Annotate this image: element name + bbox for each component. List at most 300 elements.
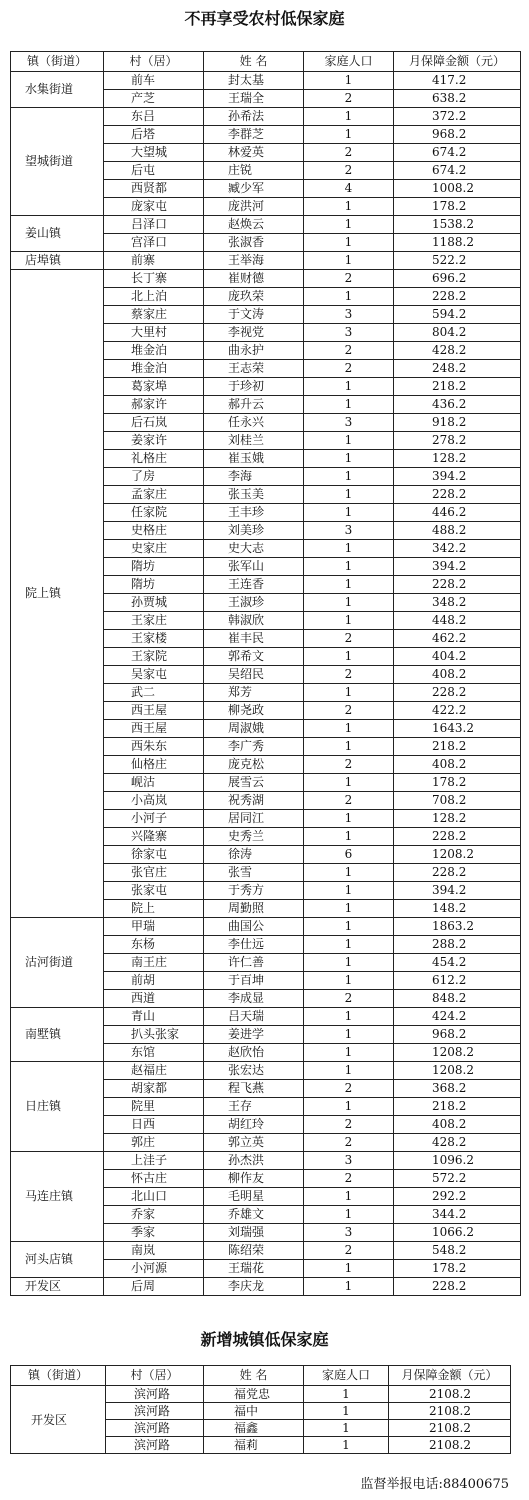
monthly-amount-cell: 696.2 <box>394 270 521 288</box>
monthly-amount-cell: 2108.2 <box>389 1437 511 1454</box>
table-row <box>11 72 521 90</box>
table-row <box>11 252 521 270</box>
monthly-amount-cell: 342.2 <box>394 540 521 558</box>
town-header: 镇（街道） <box>11 1366 106 1386</box>
household-size-cell: 1 <box>304 288 394 306</box>
supervision-hotline: 监督举报电话:88400675 <box>360 1477 509 1492</box>
village-cell: 青山 <box>104 1008 204 1026</box>
village-cell: 蔡家庄 <box>104 306 204 324</box>
name-cell: 柳尧政 <box>204 702 304 720</box>
village-cell: 孟家庄 <box>104 486 204 504</box>
village-cell: 隋坊 <box>104 558 204 576</box>
household-size-cell: 1 <box>304 810 394 828</box>
name-cell: 庞洪河 <box>204 198 304 216</box>
town-cell: 开发区 <box>11 1386 106 1454</box>
village-cell: 上洼子 <box>104 1152 204 1170</box>
household-size-cell: 1 <box>304 486 394 504</box>
village-cell: 郭庄 <box>104 1134 204 1152</box>
monthly-amount-cell: 462.2 <box>394 630 521 648</box>
name-cell: 李庆龙 <box>204 1278 304 1296</box>
name-cell: 王举海 <box>204 252 304 270</box>
monthly-amount-cell: 228.2 <box>394 864 521 882</box>
village-cell: 小高岚 <box>104 792 204 810</box>
table-row <box>11 1278 521 1296</box>
village-cell: 庞家屯 <box>104 198 204 216</box>
town-cell: 望城街道 <box>11 108 104 216</box>
household-size-cell: 1 <box>304 612 394 630</box>
household-size-cell: 1 <box>304 558 394 576</box>
town-cell: 日庄镇 <box>11 1062 104 1152</box>
table-row <box>11 108 521 126</box>
household-size-cell: 1 <box>304 1188 394 1206</box>
name-cell: 林爱英 <box>204 144 304 162</box>
village-cell: 张官庄 <box>104 864 204 882</box>
household-size-cell: 1 <box>304 1278 394 1296</box>
village-cell: 任家院 <box>104 504 204 522</box>
monthly-amount-cell: 218.2 <box>394 1098 521 1116</box>
name-cell: 刘桂兰 <box>204 432 304 450</box>
household-size-cell: 2 <box>304 630 394 648</box>
household-size-cell: 1 <box>304 900 394 918</box>
village-cell: 堆金泊 <box>104 342 204 360</box>
monthly-amount-cell: 404.2 <box>394 648 521 666</box>
monthly-amount-cell: 1066.2 <box>394 1224 521 1242</box>
village-cell: 郝家许 <box>104 396 204 414</box>
monthly-amount-cell: 594.2 <box>394 306 521 324</box>
household-size-cell: 1 <box>304 1420 389 1437</box>
village-cell: 前车 <box>104 72 204 90</box>
household-size-cell: 1 <box>304 432 394 450</box>
name-cell: 王瑞花 <box>204 1260 304 1278</box>
household-size-cell: 3 <box>304 522 394 540</box>
table-row <box>11 918 521 936</box>
village-cell: 胡家都 <box>104 1080 204 1098</box>
monthly-amount-cell: 394.2 <box>394 882 521 900</box>
village-cell: 西王屋 <box>104 720 204 738</box>
monthly-amount-cell: 178.2 <box>394 774 521 792</box>
monthly-amount-cell: 708.2 <box>394 792 521 810</box>
household-size-cell: 1 <box>304 1403 389 1420</box>
name-cell: 崔财德 <box>204 270 304 288</box>
monthly-amount-cell: 278.2 <box>394 432 521 450</box>
name-cell: 张军山 <box>204 558 304 576</box>
household-size-cell: 2 <box>304 90 394 108</box>
household-size-cell: 1 <box>304 1098 394 1116</box>
town-cell: 沽河街道 <box>11 918 104 1008</box>
section2-title: 新增城镇低保家庭 <box>200 1330 329 1349</box>
monthly-amount-cell: 1208.2 <box>394 846 521 864</box>
household-size-cell: 1 <box>304 738 394 756</box>
name-cell: 韩淑欣 <box>204 612 304 630</box>
village-cell: 堆金泊 <box>104 360 204 378</box>
name-cell: 张玉美 <box>204 486 304 504</box>
name-cell: 福党忠 <box>204 1386 304 1403</box>
name-cell: 李成显 <box>204 990 304 1008</box>
name-cell: 庞玖荣 <box>204 288 304 306</box>
household-size-cell: 1 <box>304 1044 394 1062</box>
village-cell: 怀古庄 <box>104 1170 204 1188</box>
name-cell: 吕天瑞 <box>204 1008 304 1026</box>
village-cell: 后周 <box>104 1278 204 1296</box>
village-cell: 东馆 <box>104 1044 204 1062</box>
household-size-cell: 1 <box>304 1008 394 1026</box>
monthly-amount-cell: 228.2 <box>394 486 521 504</box>
household-size-cell: 1 <box>304 918 394 936</box>
name-cell: 李视党 <box>204 324 304 342</box>
village-header: 村（居） <box>106 1366 204 1386</box>
village-cell: 宫泽口 <box>104 234 204 252</box>
monthly-amount-header: 月保障金额（元） <box>389 1366 511 1386</box>
name-cell: 王存 <box>204 1098 304 1116</box>
household-size-cell: 1 <box>304 378 394 396</box>
household-size-cell: 1 <box>304 396 394 414</box>
village-cell: 徐家屯 <box>104 846 204 864</box>
monthly-amount-cell: 612.2 <box>394 972 521 990</box>
household-size-cell: 1 <box>304 108 394 126</box>
monthly-amount-cell: 968.2 <box>394 126 521 144</box>
name-cell: 赵焕云 <box>204 216 304 234</box>
village-cell: 产芝 <box>104 90 204 108</box>
name-cell: 王连香 <box>204 576 304 594</box>
monthly-amount-cell: 454.2 <box>394 954 521 972</box>
monthly-amount-cell: 428.2 <box>394 1134 521 1152</box>
household-size-cell: 1 <box>304 828 394 846</box>
household-size-cell: 2 <box>304 1080 394 1098</box>
name-cell: 周勤照 <box>204 900 304 918</box>
name-cell: 刘瑞强 <box>204 1224 304 1242</box>
table-row <box>11 1242 521 1260</box>
household-size-cell: 2 <box>304 270 394 288</box>
name-cell: 祝秀湖 <box>204 792 304 810</box>
village-cell: 姜家许 <box>104 432 204 450</box>
name-cell: 王淑珍 <box>204 594 304 612</box>
monthly-amount-cell: 1188.2 <box>394 234 521 252</box>
household-size-cell: 1 <box>304 1386 389 1403</box>
household-size-cell: 1 <box>304 1260 394 1278</box>
village-cell: 西朱东 <box>104 738 204 756</box>
name-cell: 张宏达 <box>204 1062 304 1080</box>
monthly-amount-cell: 368.2 <box>394 1080 521 1098</box>
name-cell: 程飞燕 <box>204 1080 304 1098</box>
monthly-amount-cell: 348.2 <box>394 594 521 612</box>
household-size-cell: 1 <box>304 504 394 522</box>
name-cell: 陈绍荣 <box>204 1242 304 1260</box>
village-cell: 王家楼 <box>104 630 204 648</box>
monthly-amount-cell: 2108.2 <box>389 1386 511 1403</box>
household-size-cell: 4 <box>304 180 394 198</box>
monthly-amount-cell: 2108.2 <box>389 1403 511 1420</box>
village-cell: 孙贾城 <box>104 594 204 612</box>
household-size-cell: 1 <box>304 972 394 990</box>
household-size-cell: 2 <box>304 360 394 378</box>
name-cell: 崔丰民 <box>204 630 304 648</box>
name-cell: 曲永护 <box>204 342 304 360</box>
village-cell: 张家屯 <box>104 882 204 900</box>
monthly-amount-cell: 218.2 <box>394 378 521 396</box>
village-cell: 滨河路 <box>106 1437 204 1454</box>
name-cell: 于文涛 <box>204 306 304 324</box>
household-size-cell: 1 <box>304 540 394 558</box>
name-cell: 崔玉娥 <box>204 450 304 468</box>
household-size-cell: 3 <box>304 414 394 432</box>
name-cell: 姜进学 <box>204 1026 304 1044</box>
town-cell: 马连庄镇 <box>11 1152 104 1242</box>
monthly-amount-cell: 228.2 <box>394 1278 521 1296</box>
monthly-amount-cell: 372.2 <box>394 108 521 126</box>
household-size-cell: 3 <box>304 306 394 324</box>
name-cell: 刘美珍 <box>204 522 304 540</box>
household-size-header: 家庭人口 <box>304 52 394 72</box>
household-size-cell: 1 <box>304 594 394 612</box>
monthly-amount-cell: 408.2 <box>394 666 521 684</box>
household-size-cell: 1 <box>304 864 394 882</box>
name-cell: 王丰珍 <box>204 504 304 522</box>
monthly-amount-cell: 228.2 <box>394 684 521 702</box>
name-cell: 史大志 <box>204 540 304 558</box>
table-row <box>11 1062 521 1080</box>
name-header: 姓 名 <box>204 52 304 72</box>
household-size-cell: 2 <box>304 702 394 720</box>
monthly-amount-cell: 1096.2 <box>394 1152 521 1170</box>
village-cell: 北山口 <box>104 1188 204 1206</box>
household-size-cell: 1 <box>304 450 394 468</box>
table-row <box>11 216 521 234</box>
monthly-amount-cell: 522.2 <box>394 252 521 270</box>
name-cell: 李仕远 <box>204 936 304 954</box>
monthly-amount-cell: 436.2 <box>394 396 521 414</box>
village-cell: 西贤都 <box>104 180 204 198</box>
monthly-amount-cell: 804.2 <box>394 324 521 342</box>
table-row <box>11 1152 521 1170</box>
household-size-cell: 1 <box>304 882 394 900</box>
monthly-amount-cell: 248.2 <box>394 360 521 378</box>
name-cell: 李海 <box>204 468 304 486</box>
household-size-cell: 2 <box>304 162 394 180</box>
name-cell: 于百坤 <box>204 972 304 990</box>
monthly-amount-cell: 1008.2 <box>394 180 521 198</box>
monthly-amount-cell: 848.2 <box>394 990 521 1008</box>
village-cell: 南岚 <box>104 1242 204 1260</box>
monthly-amount-cell: 918.2 <box>394 414 521 432</box>
monthly-amount-cell: 292.2 <box>394 1188 521 1206</box>
village-cell: 葛家埠 <box>104 378 204 396</box>
household-size-cell: 1 <box>304 1206 394 1224</box>
name-cell: 臧少军 <box>204 180 304 198</box>
household-size-cell: 1 <box>304 468 394 486</box>
household-size-cell: 1 <box>304 774 394 792</box>
monthly-amount-cell: 1208.2 <box>394 1062 521 1080</box>
household-size-header: 家庭人口 <box>304 1366 389 1386</box>
monthly-amount-cell: 2108.2 <box>389 1420 511 1437</box>
village-cell: 院上 <box>104 900 204 918</box>
name-cell: 李群芝 <box>204 126 304 144</box>
household-size-cell: 1 <box>304 648 394 666</box>
household-size-cell: 3 <box>304 1224 394 1242</box>
village-cell: 前胡 <box>104 972 204 990</box>
monthly-amount-cell: 148.2 <box>394 900 521 918</box>
monthly-amount-cell: 288.2 <box>394 936 521 954</box>
household-size-cell: 1 <box>304 198 394 216</box>
village-cell: 赵福庄 <box>104 1062 204 1080</box>
name-cell: 于秀方 <box>204 882 304 900</box>
village-cell: 滨河路 <box>106 1420 204 1437</box>
name-cell: 孙杰洪 <box>204 1152 304 1170</box>
household-size-cell: 3 <box>304 324 394 342</box>
monthly-amount-cell: 128.2 <box>394 450 521 468</box>
village-cell: 院里 <box>104 1098 204 1116</box>
name-cell: 展雪云 <box>204 774 304 792</box>
town-cell: 院上镇 <box>11 270 104 918</box>
name-cell: 李广秀 <box>204 738 304 756</box>
name-cell: 封太基 <box>204 72 304 90</box>
household-size-cell: 1 <box>304 720 394 738</box>
household-size-cell: 1 <box>304 252 394 270</box>
section1-title: 不再享受农村低保家庭 <box>184 9 345 28</box>
monthly-amount-cell: 424.2 <box>394 1008 521 1026</box>
village-cell: 西道 <box>104 990 204 1008</box>
village-header: 村（居） <box>104 52 204 72</box>
monthly-amount-cell: 674.2 <box>394 162 521 180</box>
household-size-cell: 2 <box>304 342 394 360</box>
household-size-cell: 2 <box>304 792 394 810</box>
household-size-cell: 2 <box>304 756 394 774</box>
household-size-cell: 2 <box>304 990 394 1008</box>
village-cell: 兴隆寨 <box>104 828 204 846</box>
name-cell: 居同江 <box>204 810 304 828</box>
household-size-cell: 6 <box>304 846 394 864</box>
name-cell: 赵欣怡 <box>204 1044 304 1062</box>
monthly-amount-cell: 1538.2 <box>394 216 521 234</box>
household-size-cell: 2 <box>304 1116 394 1134</box>
name-cell: 郭立英 <box>204 1134 304 1152</box>
town-cell: 水集街道 <box>11 72 104 108</box>
village-cell: 小河子 <box>104 810 204 828</box>
household-size-cell: 1 <box>304 684 394 702</box>
village-cell: 滨河路 <box>106 1386 204 1403</box>
village-cell: 大里村 <box>104 324 204 342</box>
name-cell: 周淑娥 <box>204 720 304 738</box>
village-cell: 隋坊 <box>104 576 204 594</box>
village-cell: 后石岚 <box>104 414 204 432</box>
village-cell: 大望城 <box>104 144 204 162</box>
monthly-amount-cell: 548.2 <box>394 1242 521 1260</box>
monthly-amount-cell: 178.2 <box>394 1260 521 1278</box>
monthly-amount-cell: 417.2 <box>394 72 521 90</box>
table-header-row <box>11 52 521 72</box>
name-cell: 郝升云 <box>204 396 304 414</box>
monthly-amount-cell: 408.2 <box>394 756 521 774</box>
name-cell: 柳作友 <box>204 1170 304 1188</box>
name-cell: 王志荣 <box>204 360 304 378</box>
village-cell: 仙格庄 <box>104 756 204 774</box>
table-body <box>11 1386 511 1454</box>
village-cell: 后屯 <box>104 162 204 180</box>
household-size-cell: 1 <box>304 234 394 252</box>
table-row <box>11 270 521 288</box>
household-size-cell: 3 <box>304 1152 394 1170</box>
monthly-amount-cell: 572.2 <box>394 1170 521 1188</box>
village-cell: 扒头张家 <box>104 1026 204 1044</box>
name-cell: 乔雄文 <box>204 1206 304 1224</box>
name-cell: 张淑香 <box>204 234 304 252</box>
name-cell: 孙希法 <box>204 108 304 126</box>
household-size-cell: 1 <box>304 1062 394 1080</box>
monthly-amount-cell: 446.2 <box>394 504 521 522</box>
name-cell: 张雪 <box>204 864 304 882</box>
monthly-amount-cell: 228.2 <box>394 828 521 846</box>
village-cell: 前寨 <box>104 252 204 270</box>
household-size-cell: 2 <box>304 1242 394 1260</box>
village-cell: 季家 <box>104 1224 204 1242</box>
household-size-cell: 1 <box>304 1437 389 1454</box>
town-cell: 开发区 <box>11 1278 104 1296</box>
village-cell: 南王庄 <box>104 954 204 972</box>
village-cell: 礼格庄 <box>104 450 204 468</box>
monthly-amount-cell: 448.2 <box>394 612 521 630</box>
village-cell: 了房 <box>104 468 204 486</box>
table-header-row <box>11 1366 511 1386</box>
monthly-amount-cell: 674.2 <box>394 144 521 162</box>
monthly-amount-cell: 422.2 <box>394 702 521 720</box>
village-cell: 小河源 <box>104 1260 204 1278</box>
village-cell: 吕泽口 <box>104 216 204 234</box>
table-body <box>11 72 521 1296</box>
table-row <box>11 1386 511 1403</box>
household-size-cell: 1 <box>304 936 394 954</box>
monthly-amount-cell: 218.2 <box>394 738 521 756</box>
name-cell: 于珍初 <box>204 378 304 396</box>
monthly-amount-cell: 1208.2 <box>394 1044 521 1062</box>
monthly-amount-cell: 488.2 <box>394 522 521 540</box>
name-cell: 史秀兰 <box>204 828 304 846</box>
monthly-amount-cell: 638.2 <box>394 90 521 108</box>
village-cell: 滨河路 <box>106 1403 204 1420</box>
household-size-cell: 2 <box>304 1134 394 1152</box>
household-size-cell: 1 <box>304 576 394 594</box>
village-cell: 西王屋 <box>104 702 204 720</box>
town-header: 镇（街道） <box>11 52 104 72</box>
village-cell: 史格庄 <box>104 522 204 540</box>
name-cell: 郑芳 <box>204 684 304 702</box>
name-header: 姓 名 <box>204 1366 304 1386</box>
monthly-amount-cell: 178.2 <box>394 198 521 216</box>
village-cell: 东吕 <box>104 108 204 126</box>
name-cell: 庄锐 <box>204 162 304 180</box>
name-cell: 许仁善 <box>204 954 304 972</box>
urban-new-table <box>10 1365 511 1454</box>
village-cell: 岘沽 <box>104 774 204 792</box>
household-size-cell: 1 <box>304 72 394 90</box>
rural-removed-table <box>10 51 521 1296</box>
household-size-cell: 2 <box>304 1170 394 1188</box>
household-size-cell: 1 <box>304 954 394 972</box>
name-cell: 王瑞全 <box>204 90 304 108</box>
village-cell: 后塔 <box>104 126 204 144</box>
household-size-cell: 2 <box>304 144 394 162</box>
village-cell: 日西 <box>104 1116 204 1134</box>
town-cell: 南墅镇 <box>11 1008 104 1062</box>
monthly-amount-cell: 1863.2 <box>394 918 521 936</box>
name-cell: 胡红玲 <box>204 1116 304 1134</box>
name-cell: 任永兴 <box>204 414 304 432</box>
monthly-amount-cell: 1643.2 <box>394 720 521 738</box>
monthly-amount-cell: 228.2 <box>394 288 521 306</box>
name-cell: 福莉 <box>204 1437 304 1454</box>
household-size-cell: 1 <box>304 1026 394 1044</box>
village-cell: 吴家屯 <box>104 666 204 684</box>
village-cell: 王家庄 <box>104 612 204 630</box>
village-cell: 史家庄 <box>104 540 204 558</box>
